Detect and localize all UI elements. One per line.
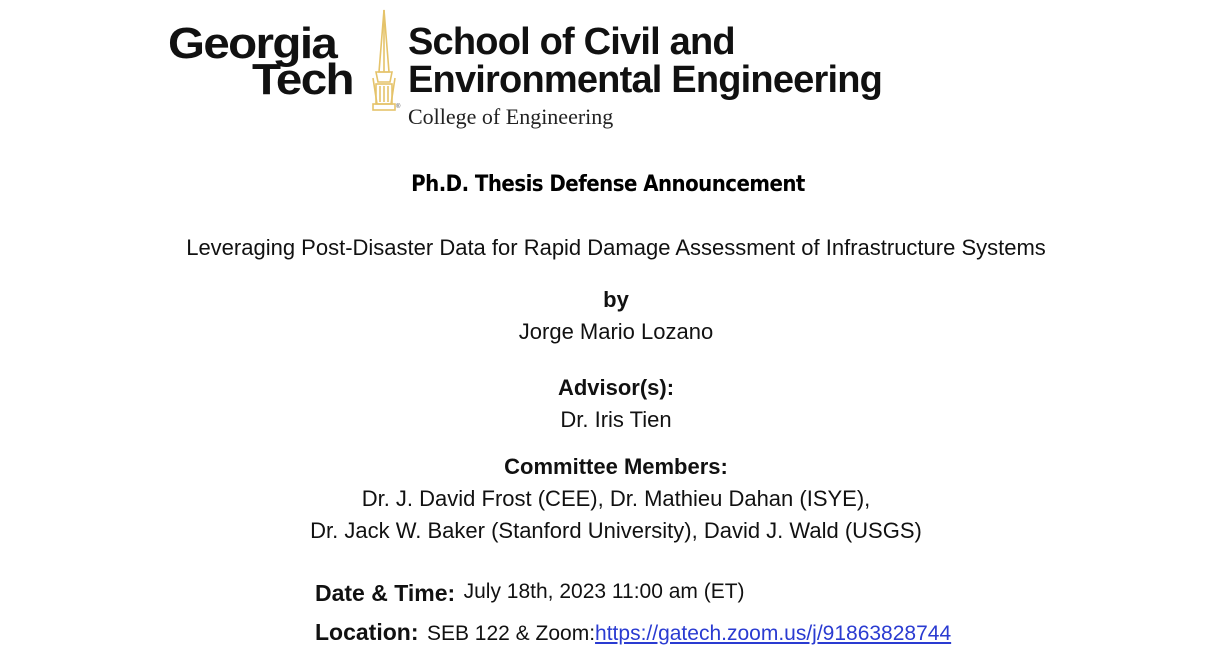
logo-georgia-text: Georgia [168,19,337,68]
committee-line-1: Dr. J. David Frost (CEE), Dr. Mathieu Dahan (ISYE), [361,486,871,511]
author-name: Jorge Mario Lozano [518,319,714,344]
school-name-line1: School of Civil and [408,21,735,63]
header [0,0,1200,140]
by-label: by [603,287,629,312]
committee-heading: Committee Members: [504,454,728,479]
advisor-name: Dr. Iris Tien [560,407,672,432]
college-name: College of Engineering [408,104,614,129]
thesis-title: Leveraging Post-Disaster Data for Rapid Damage Assessment of Infrastructure Systems [186,235,1046,260]
committee-line-2: Dr. Jack W. Baker (Stanford University), David J. Wald (USGS) [310,518,922,543]
date-time-label: Date & Time: [315,580,456,606]
registered-mark: ® [396,104,401,110]
zoom-link[interactable]: https://gatech.zoom.us/j/91863828744 [595,622,952,645]
tech-tower-spire-icon [369,8,399,112]
logo-tech-text: Tech [252,55,353,104]
date-time-row [315,580,745,607]
location-row [315,619,951,646]
school-name-line2: Environmental Engineering [408,59,883,101]
announcement-title: Ph.D. Thesis Defense Announcement [411,172,805,197]
date-time-value: July 18th, 2023 11:00 am (ET) [463,580,745,603]
location-label: Location: [315,619,419,645]
advisor-heading: Advisor(s): [557,375,675,400]
location-value: SEB 122 & Zoom: [426,622,596,645]
